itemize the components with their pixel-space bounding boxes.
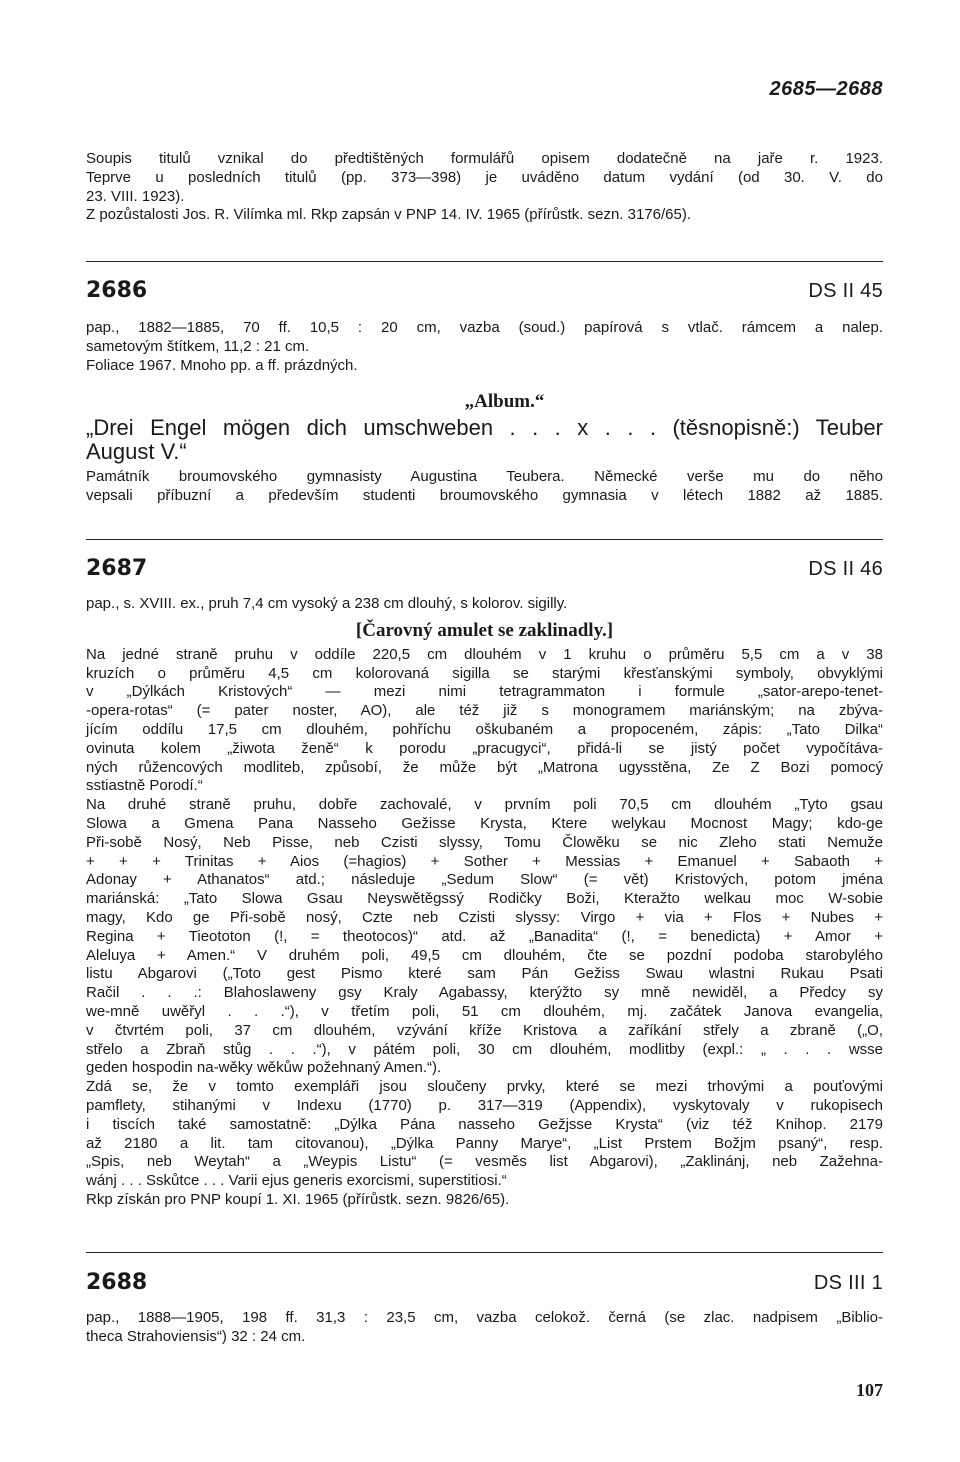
text-line: Adonay + Athanatos“ atd.; následuje „Sedum Slow“ (= vět) Kristových, potom jména bbox=[86, 871, 883, 889]
text-line: jícím oddílu 17,5 cm dlouhém, pohříchu oškubaném a propoceném, zápis: „Tato Dilka“ bbox=[86, 720, 883, 738]
entry-heading bbox=[86, 556, 883, 581]
text-line: Teprve u posledních titulů (pp. 373—398) je uváděno datum vydání (od 30. V. do bbox=[86, 168, 883, 186]
text-line: pap., 1888—1905, 198 ff. 31,3 : 23,5 cm, vazba celokož. černá (se zlac. nadpisem „Biblio- bbox=[86, 1309, 883, 1326]
text-line: střelo a Zbraň stůg . . .“), v pátém poli, 30 cm dlouhém, modlitby (expl.: „ . . . wsse bbox=[86, 1040, 883, 1058]
intro-paragraph bbox=[86, 150, 883, 225]
entry-number: 2686 bbox=[86, 278, 148, 303]
text-line: Památník broumovského gymnasisty Augustina Teubera. Německé verše mu do něho bbox=[86, 468, 883, 486]
text-line: kruzích o průměru 4,5 cm kolorovaná sigilla se starými křesťanskými symboly, obvyklými bbox=[86, 664, 883, 682]
text-line: -opera-rotas“ (= pater noster, AO), ale též již s monogramem mariánským; na zbýva- bbox=[86, 702, 883, 720]
entry-number: 2688 bbox=[86, 1270, 148, 1295]
entry-signature: DS II 46 bbox=[808, 558, 883, 580]
entry-description bbox=[86, 1309, 883, 1347]
text-line: listu Abgarovi („Toto gest Pismo které sam Pán Gežiss Swau wlastni Rukau Psati bbox=[86, 965, 883, 983]
text-line: sametovým štítkem, 11,2 : 21 cm. bbox=[86, 337, 310, 355]
entry-2685-tail bbox=[86, 150, 883, 225]
entry-2688 bbox=[86, 1270, 883, 1347]
text-line: ovinuta kolem „žiwota ženě“ k porodu „pracugyci“, přidá-li se jistý počet vypočítáva- bbox=[86, 739, 883, 757]
text-line: pap., 1882—1885, 70 ff. 10,5 : 20 cm, vazba (soud.) papírová s vtlač. rámcem a nalep. bbox=[86, 319, 883, 336]
entry-title: [Čarovný amulet se zaklinadly.] bbox=[355, 619, 614, 641]
section-divider bbox=[86, 539, 883, 540]
text-line: sstiastně Porodí.“ bbox=[86, 777, 203, 795]
text-line: wánj . . . Sskůtce . . . Varii ejus generis exorcismi, superstitiosi.“ bbox=[86, 1172, 507, 1190]
text-line: Z pozůstalosti Jos. R. Vilímka ml. Rkp zapsán v PNP 14. IV. 1965 (přírůstk. sezn. 3176/65). bbox=[86, 206, 692, 224]
entry-note bbox=[86, 468, 883, 506]
text-line: Soupis titulů vznikal do předtištěných formulářů opisem dodatečně na jaře r. 1923. bbox=[86, 150, 883, 167]
text-line: v čtvrtém poli, 37 cm dlouhém, vzývání kříže Kristova a zaříkání střely a zbraně („O, bbox=[86, 1021, 883, 1039]
text-line: pap., s. XVIII. ex., pruh 7,4 cm vysoký a 238 cm dlouhý, s kolorov. sigilly. bbox=[86, 595, 568, 612]
text-line: Slowa a Gmena Pana Nasseho Gežisse Krysta, Ktere welykau Mocnost Magy; kdo-ge bbox=[86, 814, 883, 832]
text-line: Aleluya + Amen.“ V druhém poli, 49,5 cm dlouhém, čte se pozdní podoba starobylého bbox=[86, 946, 883, 964]
text-line: Zdá se, že v tomto exempláři jsou sloučeny prvky, které se mezi trhovými a pouťovými bbox=[86, 1078, 883, 1096]
text-line: magy, Kdo ge Při-sobě nosý, Czte neb Czisti slyssy: Virgo + via + Flos + Nubes + bbox=[86, 908, 883, 926]
text-line: pamflety, stihanými v Indexu (1770) p. 317—319 (Appendix), vyskytovaly v rukopisech bbox=[86, 1096, 883, 1114]
text-line: „Drei Engel mögen dich umschweben . . . x . . . (těsnopisně:) Teuber bbox=[86, 415, 883, 441]
text-line: i tiscích také samostatně: „Dýlka Pána nasseho Gežjsse Krysta“ (viz též Knihop. 2179 bbox=[86, 1115, 883, 1133]
text-line: „Spis, neb Weytah“ a „Weypis Listu“ (= vesměs list Abgarovi), „Zaklinánj, neb Zažehna- bbox=[86, 1153, 883, 1171]
entry-title: „Album.“ bbox=[464, 391, 545, 413]
page-number: 107 bbox=[856, 1380, 883, 1400]
entry-incipit bbox=[86, 416, 883, 464]
text-line: Při-sobě Nosý, Neb Pisse, neb Czisti slyssy, Tomu Člowěku se nic Zleho stati Nemuže bbox=[86, 833, 883, 851]
text-line: we-mně uwěřyl . . .“), v třetím poli, 51 cm dlouhém, mj. začátek Janova evangelia, bbox=[86, 1002, 883, 1020]
entry-description bbox=[86, 595, 883, 614]
text-line: geden hospodin na-wěky wěkůw požehnaný Amen.“). bbox=[86, 1059, 442, 1077]
text-line: Foliace 1967. Mnoho pp. a ff. prázdných. bbox=[86, 356, 358, 374]
text-line: theca Strahoviensis“) 32 : 24 cm. bbox=[86, 1327, 306, 1345]
entry-2687 bbox=[86, 556, 883, 1210]
text-line: Rkp získán pro PNP koupí 1. XI. 1965 (přírůstk. sezn. 9826/65). bbox=[86, 1190, 510, 1208]
section-divider bbox=[86, 1252, 883, 1253]
entry-2686 bbox=[86, 278, 883, 506]
entry-heading bbox=[86, 278, 883, 303]
text-line: ných růžencových modliteb, způsobí, že může být „Matrona ugysstěna, Ze Z Bozi pomocý bbox=[86, 758, 883, 776]
text-line: mariánská: „Tato Slowa Gsau Neyswětěgssý Rodičky Boži, Kteražto welkau moc W-sobie bbox=[86, 890, 883, 908]
entry-heading bbox=[86, 1270, 883, 1295]
text-line: August V.“ bbox=[86, 439, 187, 465]
text-line: Račil . . .: Blahoslaweny gsy Kraly Agabassy, kterýžto sy mně newiděl, a Předcy sy bbox=[86, 984, 883, 1002]
text-line: Na druhé straně pruhu, dobře zachovalé, v prvním poli 70,5 cm dlouhém „Tyto gsau bbox=[86, 796, 883, 814]
text-line: 23. VIII. 1923). bbox=[86, 187, 185, 205]
entry-signature: DS II 45 bbox=[808, 280, 883, 302]
section-divider bbox=[86, 261, 883, 262]
page-header-range: 2685—2688 bbox=[769, 78, 883, 100]
entry-description bbox=[86, 319, 883, 375]
text-line: Regina + Tieototon (!, = theotocos)“ atd. až „Banadita“ (!, = benedicta) + Amor + bbox=[86, 927, 883, 945]
text-line: vepsali příbuzní a především studenti broumovského gymnasia v létech 1882 až 1885. bbox=[86, 487, 883, 505]
text-line: v „Dýlkách Kristových“ — mezi nimi tetragrammaton i formule „sator-arepo-tenet- bbox=[86, 683, 883, 701]
text-line: Na jedné straně pruhu v oddíle 220,5 cm dlouhém v 1 kruhu o průměru 5,5 cm a v 38 bbox=[86, 645, 883, 663]
entry-number: 2687 bbox=[86, 556, 148, 581]
entry-body bbox=[86, 646, 883, 1210]
text-line: až 2180 a lit. tam citovanou), „Dýlka Panny Marye“, „List Prstem Božjm psaný“, resp. bbox=[86, 1134, 883, 1152]
entry-signature: DS III 1 bbox=[813, 1272, 883, 1294]
text-line: + + + Trinitas + Aios (=hagios) + Sother + Messias + Emanuel + Sabaoth + bbox=[86, 852, 883, 870]
